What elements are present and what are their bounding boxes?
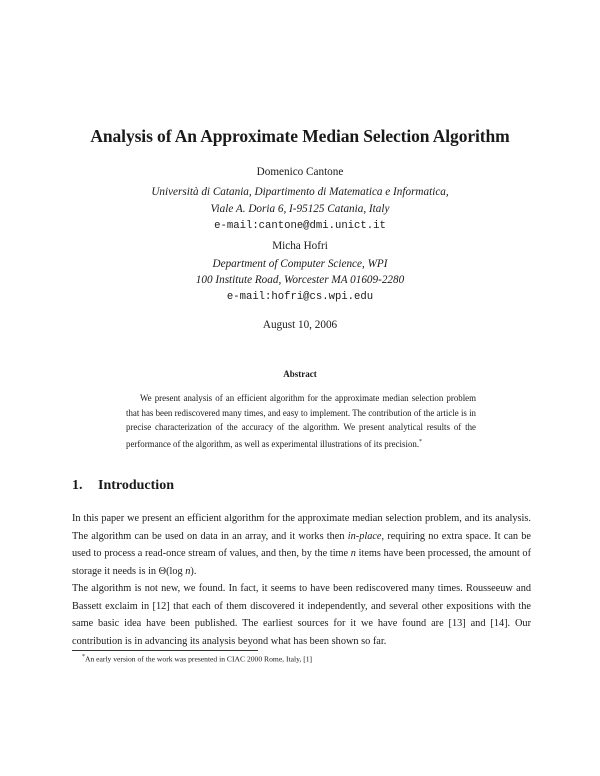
author-2-name: Micha Hofri <box>272 240 328 252</box>
p1-text-b: , requiring no extra space. It can be used to process a read-once stream of values, and then, by the time <box>72 530 532 560</box>
section-number: 1. <box>72 478 83 493</box>
footnote-text: An early version of the work was presented in CIAC 2000 Rome, Italy, [1] <box>85 654 313 664</box>
p1-var-n: n <box>350 548 356 560</box>
author-1-affiliation-line2: Viale A. Doria 6, I-95125 Catania, Italy <box>210 203 390 215</box>
intro-paragraph-2: The algorithm is not new, we found. In fact, it seems to have been rediscovered many times. Rousseeuw and Bassett exclaim in [12] that each of them discovered it independently, and several other expositions with the same basic idea have been published. The earliest sources for it we have found are [13] and [14]. Our contribution is in advancing its analysis beyond what has been shown so far. <box>72 583 531 647</box>
paper-title: Analysis of An Approximate Median Selection Algorithm <box>90 126 510 146</box>
abstract-heading: Abstract <box>283 369 317 379</box>
author-1-affiliation-line1: Università di Catania, Dipartimento di Matematica e Informatica, <box>151 186 449 198</box>
footnote-mark: * <box>82 654 85 660</box>
author-2-affiliation-line2: 100 Institute Road, Worcester MA 01609-2280 <box>195 274 405 286</box>
p1-text-a: In this paper we present an efficient algorithm for the approximate median selection problem, and its analysis. The algorithm can be used on data in an array, and it works then <box>72 513 531 542</box>
author-2-email: e-mail:hofri@cs.wpi.edu <box>226 291 374 303</box>
author-2-affiliation-line1: Department of Computer Science, WPI <box>212 258 388 270</box>
section-title: Introduction <box>98 478 174 493</box>
p1-text-d: ). <box>190 565 197 577</box>
footnote <box>82 654 312 664</box>
p1-text-c: items have been processed, the amount of storage it needs is in Θ(log <box>72 548 531 577</box>
abstract-text <box>126 391 476 451</box>
author-1-email: e-mail:cantone@dmi.unict.it <box>214 220 386 232</box>
p1-emphasis: in-place <box>347 530 382 542</box>
p1-var-n2: n <box>185 565 191 577</box>
abstract-footnote-mark: * <box>419 438 423 445</box>
paper-date: August 10, 2006 <box>262 319 338 331</box>
author-1-name: Domenico Cantone <box>256 166 344 178</box>
footnote-rule <box>72 650 258 651</box>
section-heading <box>72 478 174 494</box>
abstract-body: We present analysis of an efficient algorithm for the approximate median selection problem that has been rediscovered many times, and easy to implement. The contribution of the article is in precise characterization of the accuracy of the algorithm. We present analytical results of the performance of the algorithm, as well as experimental illustrations of its precision. <box>126 393 476 449</box>
intro-paragraph-1 <box>72 510 531 580</box>
